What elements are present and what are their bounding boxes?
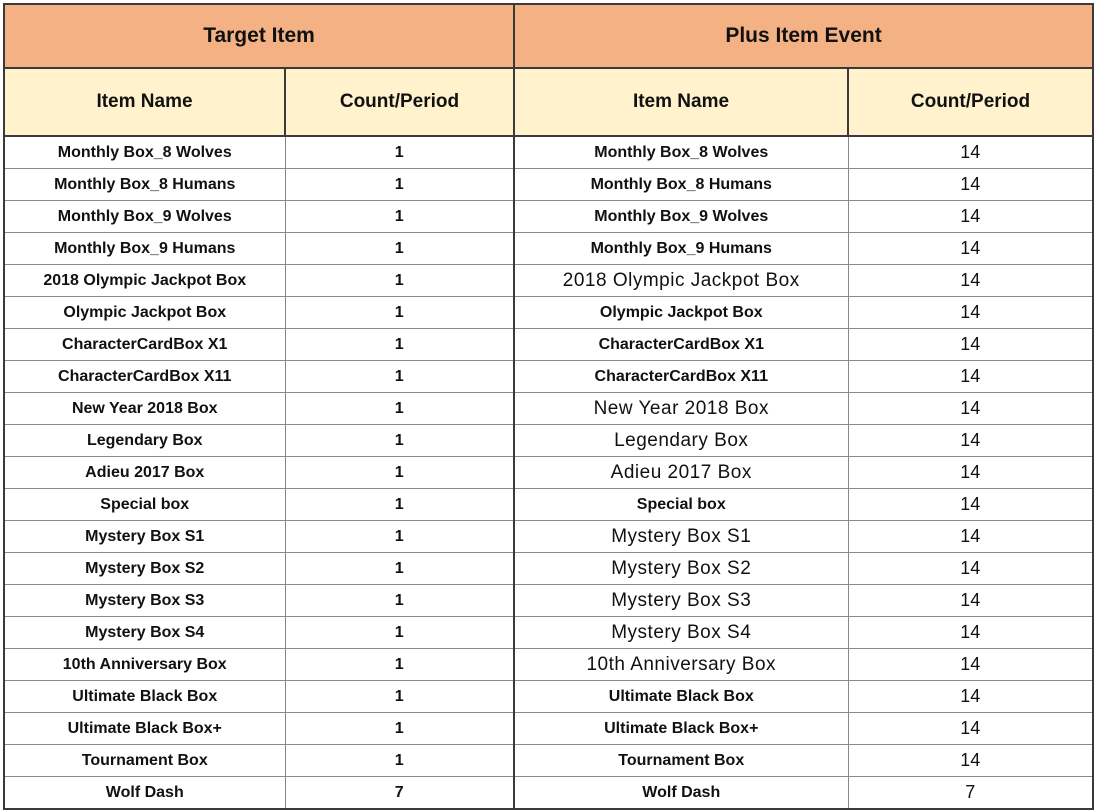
table-row [4, 297, 1093, 329]
plus-item-name-cell: Wolf Dash [514, 777, 848, 810]
plus-count-period-cell: 14 [848, 585, 1093, 617]
target-count-period-cell: 1 [285, 425, 514, 457]
target-item-name-cell: Mystery Box S1 [4, 521, 285, 553]
target-count-period-cell: 1 [285, 617, 514, 649]
plus-count-period-cell: 14 [848, 649, 1093, 681]
table-row [4, 265, 1093, 297]
plus-count-period-cell: 14 [848, 681, 1093, 713]
plus-item-name-cell: 10th Anniversary Box [514, 649, 848, 681]
target-count-period-cell: 1 [285, 329, 514, 361]
target-count-period-cell: 1 [285, 585, 514, 617]
plus-count-period-cell: 14 [848, 265, 1093, 297]
plus-item-name-cell: Mystery Box S4 [514, 617, 848, 649]
group-header-target-item: Target Item [4, 4, 514, 68]
table-row [4, 457, 1093, 489]
target-count-period-cell: 1 [285, 393, 514, 425]
table-row [4, 777, 1093, 810]
group-header-row [4, 4, 1093, 68]
target-item-name-cell: Mystery Box S3 [4, 585, 285, 617]
table-row [4, 745, 1093, 777]
target-count-period-cell: 1 [285, 136, 514, 169]
target-count-period-cell: 1 [285, 265, 514, 297]
table-row [4, 521, 1093, 553]
plus-item-name-cell: Mystery Box S2 [514, 553, 848, 585]
table-row [4, 136, 1093, 169]
table-row [4, 585, 1093, 617]
plus-count-period-cell: 14 [848, 425, 1093, 457]
plus-count-period-cell: 14 [848, 521, 1093, 553]
target-count-period-cell: 1 [285, 745, 514, 777]
table-row [4, 361, 1093, 393]
target-item-name-cell: CharacterCardBox X11 [4, 361, 285, 393]
target-count-period-cell: 1 [285, 681, 514, 713]
column-header-item-name: Item Name [4, 68, 285, 136]
table-row [4, 201, 1093, 233]
table-row [4, 233, 1093, 265]
plus-item-name-cell: Monthly Box_8 Wolves [514, 136, 848, 169]
target-item-name-cell: Mystery Box S2 [4, 553, 285, 585]
target-count-period-cell: 1 [285, 297, 514, 329]
target-item-name-cell: Olympic Jackpot Box [4, 297, 285, 329]
column-header-row [4, 68, 1093, 136]
target-item-name-cell: CharacterCardBox X1 [4, 329, 285, 361]
target-item-name-cell: Adieu 2017 Box [4, 457, 285, 489]
plus-item-name-cell: Ultimate Black Box+ [514, 713, 848, 745]
target-item-name-cell: Tournament Box [4, 745, 285, 777]
target-count-period-cell: 1 [285, 233, 514, 265]
plus-count-period-cell: 7 [848, 777, 1093, 810]
plus-count-period-cell: 14 [848, 233, 1093, 265]
table-row [4, 329, 1093, 361]
target-item-name-cell: Mystery Box S4 [4, 617, 285, 649]
table-row [4, 393, 1093, 425]
target-item-name-cell: Monthly Box_9 Wolves [4, 201, 285, 233]
plus-item-name-cell: Monthly Box_9 Wolves [514, 201, 848, 233]
plus-count-period-cell: 14 [848, 393, 1093, 425]
plus-count-period-cell: 14 [848, 201, 1093, 233]
target-item-name-cell: 10th Anniversary Box [4, 649, 285, 681]
plus-item-name-cell: Monthly Box_8 Humans [514, 169, 848, 201]
target-item-name-cell: Legendary Box [4, 425, 285, 457]
plus-count-period-cell: 14 [848, 457, 1093, 489]
target-count-period-cell: 1 [285, 649, 514, 681]
plus-count-period-cell: 14 [848, 713, 1093, 745]
target-item-name-cell: Monthly Box_8 Humans [4, 169, 285, 201]
plus-item-name-cell: Olympic Jackpot Box [514, 297, 848, 329]
plus-item-name-cell: Mystery Box S3 [514, 585, 848, 617]
target-count-period-cell: 7 [285, 777, 514, 810]
plus-item-name-cell: Tournament Box [514, 745, 848, 777]
plus-count-period-cell: 14 [848, 617, 1093, 649]
plus-item-name-cell: Mystery Box S1 [514, 521, 848, 553]
plus-item-name-cell: CharacterCardBox X11 [514, 361, 848, 393]
plus-count-period-cell: 14 [848, 361, 1093, 393]
column-header-count-period: Count/Period [848, 68, 1093, 136]
target-count-period-cell: 1 [285, 521, 514, 553]
plus-item-name-cell: New Year 2018 Box [514, 393, 848, 425]
target-count-period-cell: 1 [285, 553, 514, 585]
table-row [4, 681, 1093, 713]
target-item-name-cell: New Year 2018 Box [4, 393, 285, 425]
plus-item-name-cell: Monthly Box_9 Humans [514, 233, 848, 265]
target-item-name-cell: Wolf Dash [4, 777, 285, 810]
column-header-count-period: Count/Period [285, 68, 514, 136]
target-item-name-cell: Special box [4, 489, 285, 521]
target-item-name-cell: Ultimate Black Box+ [4, 713, 285, 745]
target-count-period-cell: 1 [285, 361, 514, 393]
group-header-plus-item-event: Plus Item Event [514, 4, 1093, 68]
target-item-name-cell: Monthly Box_9 Humans [4, 233, 285, 265]
table-row [4, 649, 1093, 681]
plus-count-period-cell: 14 [848, 489, 1093, 521]
table-row [4, 617, 1093, 649]
event-item-table [3, 3, 1094, 810]
plus-item-name-cell: Legendary Box [514, 425, 848, 457]
target-count-period-cell: 1 [285, 713, 514, 745]
table-row [4, 553, 1093, 585]
table-body [4, 136, 1093, 809]
plus-count-period-cell: 14 [848, 745, 1093, 777]
table-row [4, 713, 1093, 745]
plus-count-period-cell: 14 [848, 136, 1093, 169]
plus-count-period-cell: 14 [848, 329, 1093, 361]
plus-item-name-cell: CharacterCardBox X1 [514, 329, 848, 361]
plus-item-name-cell: Ultimate Black Box [514, 681, 848, 713]
plus-item-name-cell: 2018 Olympic Jackpot Box [514, 265, 848, 297]
target-count-period-cell: 1 [285, 457, 514, 489]
target-count-period-cell: 1 [285, 489, 514, 521]
plus-count-period-cell: 14 [848, 553, 1093, 585]
plus-item-name-cell: Adieu 2017 Box [514, 457, 848, 489]
target-count-period-cell: 1 [285, 169, 514, 201]
target-item-name-cell: Ultimate Black Box [4, 681, 285, 713]
event-table-container [3, 3, 1094, 810]
plus-item-name-cell: Special box [514, 489, 848, 521]
target-item-name-cell: Monthly Box_8 Wolves [4, 136, 285, 169]
table-row [4, 169, 1093, 201]
target-count-period-cell: 1 [285, 201, 514, 233]
target-item-name-cell: 2018 Olympic Jackpot Box [4, 265, 285, 297]
table-row [4, 425, 1093, 457]
table-row [4, 489, 1093, 521]
column-header-item-name: Item Name [514, 68, 848, 136]
plus-count-period-cell: 14 [848, 297, 1093, 329]
plus-count-period-cell: 14 [848, 169, 1093, 201]
